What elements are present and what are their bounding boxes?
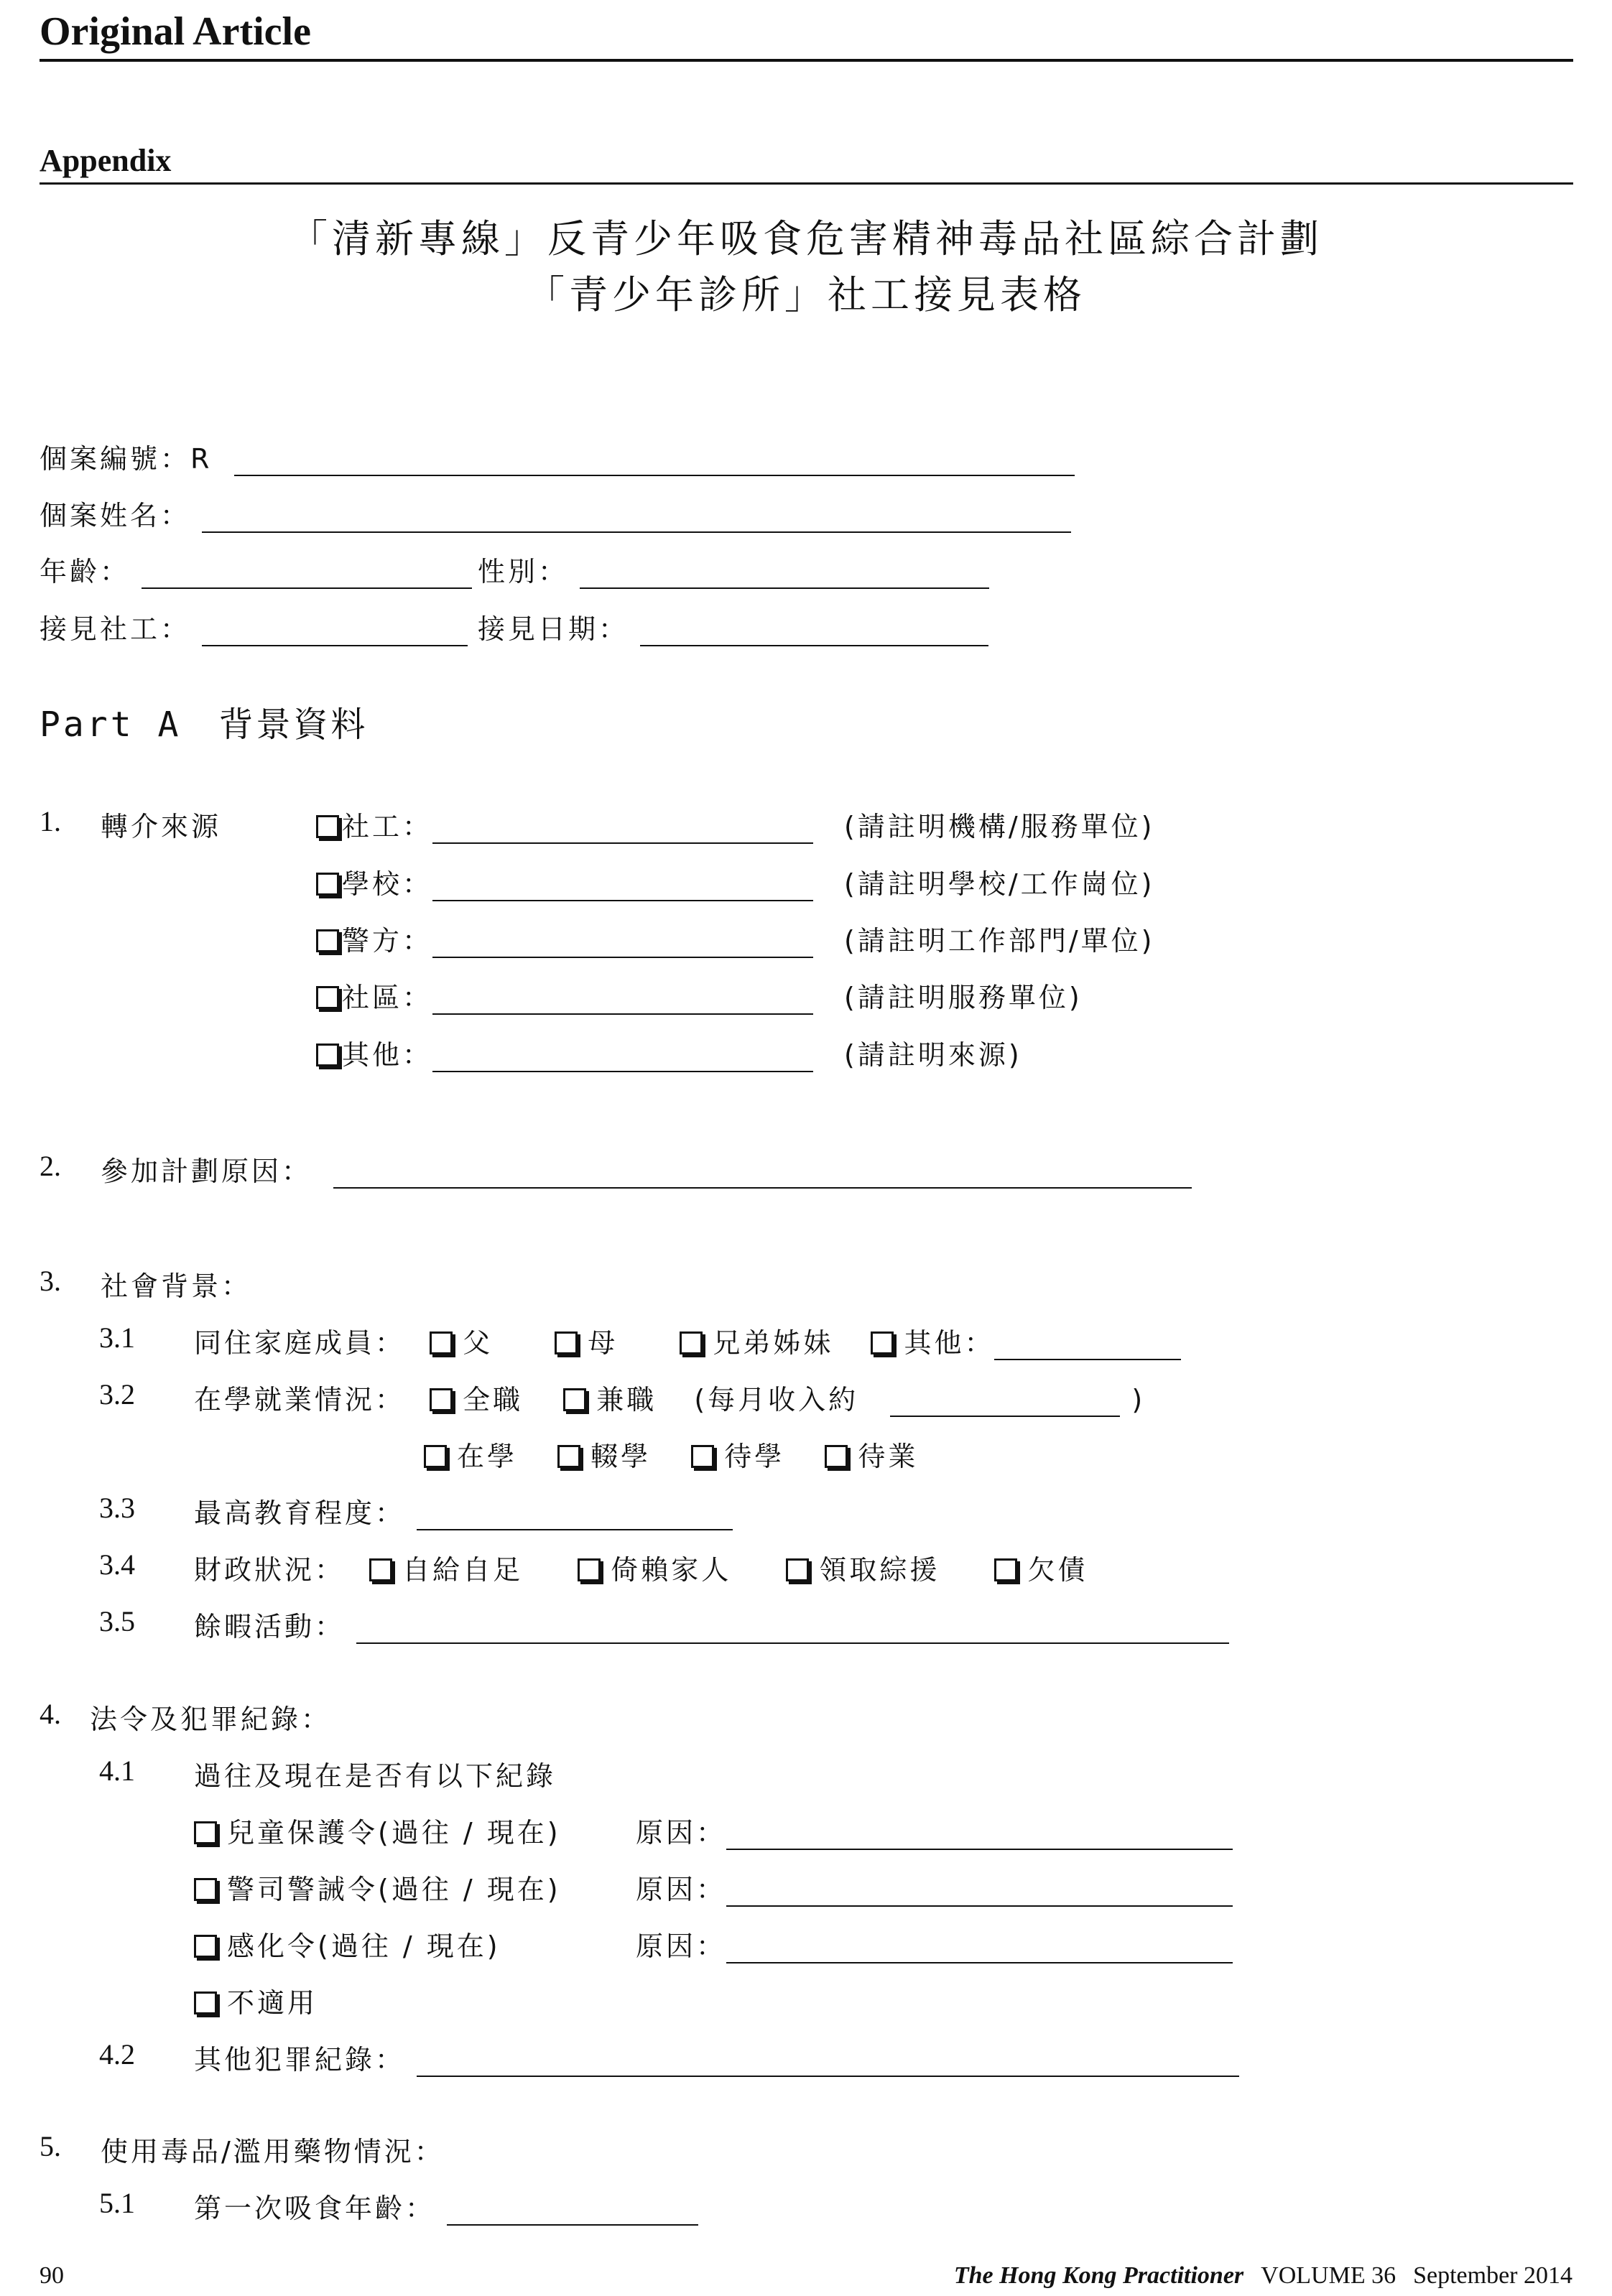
referral-option-label: 警方： <box>342 925 433 957</box>
s33-number: 3.3 <box>99 1492 135 1524</box>
referral-option-field[interactable] <box>432 989 813 1015</box>
option <box>563 1384 657 1416</box>
option-label: 領取綜援 <box>819 1554 940 1586</box>
header-rule <box>40 59 1573 62</box>
checkbox-icon[interactable] <box>691 1445 714 1468</box>
checkbox-icon[interactable] <box>557 1445 580 1468</box>
form-title-line2: 「青少年診所」社工接見表格 <box>526 272 1086 317</box>
checkbox-icon[interactable] <box>316 873 339 896</box>
q4-label: 法令及犯罪紀錄： <box>90 1704 332 1735</box>
option <box>430 1384 523 1416</box>
s41-number: 4.1 <box>99 1754 135 1787</box>
option <box>578 1554 731 1586</box>
referral-option-note: (請註明來源) <box>844 1039 1022 1071</box>
option <box>691 1441 784 1472</box>
case-name-label: 個案姓名： <box>40 500 191 531</box>
option <box>369 1554 523 1586</box>
q2-number: 2. <box>40 1150 61 1182</box>
s32-row <box>194 1377 1145 1417</box>
order-item-label: 兒童保護令(過往 / 現在) <box>227 1817 561 1849</box>
s34-number: 3.4 <box>99 1548 135 1581</box>
s51-label: 第一次吸食年齡： <box>194 2193 436 2224</box>
checkbox-icon[interactable] <box>680 1331 703 1354</box>
order-reason-label: 原因： <box>636 1930 727 1962</box>
s35-row <box>194 1604 1229 1644</box>
age-row <box>40 549 472 589</box>
checkbox-icon[interactable] <box>430 1331 453 1354</box>
option <box>557 1441 651 1472</box>
order-reason-row <box>636 1867 1233 1907</box>
q4-number: 4. <box>40 1698 61 1730</box>
s31-number: 3.1 <box>99 1321 135 1354</box>
s32-label: 在學就業情況： <box>194 1384 406 1416</box>
referral-option-field[interactable] <box>432 932 813 958</box>
option-label: 兼職 <box>596 1384 657 1416</box>
option <box>871 1327 1181 1359</box>
interview-date-row <box>478 607 988 646</box>
order-reason-field[interactable] <box>726 1938 1233 1963</box>
checkbox-icon[interactable] <box>871 1331 894 1354</box>
checkbox-icon[interactable] <box>194 1991 217 2014</box>
order-reason-field[interactable] <box>726 1881 1233 1907</box>
age-label: 年齡： <box>40 556 131 587</box>
order-reason-label: 原因： <box>636 1874 727 1905</box>
s31-label: 同住家庭成員： <box>194 1327 406 1359</box>
journal-date: September 2014 <box>1413 2262 1572 2289</box>
referral-option <box>316 804 813 844</box>
part-a-heading: Part A 背景資料 <box>40 705 369 745</box>
journal-footer <box>954 2262 1572 2290</box>
referral-option-note: (請註明學校/工作崗位) <box>844 868 1155 900</box>
s33-label: 最高教育程度： <box>194 1497 406 1529</box>
s35-label: 餘暇活動： <box>194 1611 346 1642</box>
referral-option <box>316 919 813 958</box>
referral-option-label: 社區： <box>342 982 433 1013</box>
checkbox-icon[interactable] <box>578 1558 601 1581</box>
gender-label: 性別： <box>478 556 569 587</box>
journal-name: The Hong Kong Practitioner <box>953 2262 1244 2289</box>
checkbox-icon[interactable] <box>194 1878 217 1901</box>
referral-option-label: 其他： <box>342 1039 433 1071</box>
interview-date-label: 接見日期： <box>478 613 629 645</box>
checkbox-icon[interactable] <box>563 1388 586 1411</box>
option-label: 在學 <box>457 1441 518 1472</box>
q2-row <box>101 1149 1192 1189</box>
income-close: ) <box>1131 1384 1146 1416</box>
s35-field[interactable] <box>356 1618 1229 1644</box>
not-applicable-option <box>194 1981 318 2020</box>
option-label: 待學 <box>724 1441 785 1472</box>
order-reason-row <box>636 1811 1233 1850</box>
s51-row <box>194 2186 698 2226</box>
option-label: 父 <box>463 1327 494 1359</box>
option-label: 兄弟姊妹 <box>713 1327 834 1359</box>
s42-row <box>194 2037 1239 2077</box>
referral-option-label: 學校： <box>342 868 433 900</box>
option-label: 欠債 <box>1027 1554 1088 1586</box>
s33-row <box>194 1491 733 1530</box>
income-field[interactable] <box>890 1391 1120 1417</box>
option <box>424 1441 517 1472</box>
referral-option-field[interactable] <box>432 818 813 844</box>
section-header: Original Article <box>40 9 311 54</box>
s42-label: 其他犯罪紀錄： <box>194 2044 406 2076</box>
s31-row <box>194 1321 1181 1360</box>
case-name-row <box>40 493 1071 533</box>
s32-row2 <box>424 1434 918 1474</box>
age-field[interactable] <box>142 563 472 589</box>
social-worker-label: 接見社工： <box>40 613 191 645</box>
option-label: 輟學 <box>590 1441 652 1472</box>
referral-option-note: (請註明工作部門/單位) <box>844 925 1155 957</box>
appendix-rule <box>40 182 1573 185</box>
checkbox-icon[interactable] <box>430 1388 453 1411</box>
q2-field[interactable] <box>333 1163 1192 1189</box>
referral-option <box>316 975 813 1015</box>
s35-number: 3.5 <box>99 1605 135 1637</box>
option <box>555 1327 618 1359</box>
checkbox-icon[interactable] <box>316 929 339 952</box>
appendix-label: Appendix <box>40 143 172 178</box>
option-label: 待業 <box>858 1441 919 1472</box>
case-no-field[interactable] <box>234 450 1075 476</box>
referral-option <box>316 1033 813 1072</box>
income-label: (每月收入約 <box>694 1384 859 1416</box>
social-worker-row <box>40 607 468 646</box>
s42-number: 4.2 <box>99 2038 135 2070</box>
s34-label: 財政狀況： <box>194 1554 346 1586</box>
q5-label: 使用毒品/濫用藥物情況： <box>101 2136 445 2167</box>
order-reason-label: 原因： <box>636 1817 727 1849</box>
referral-option-note: (請註明機構/服務單位) <box>844 811 1155 842</box>
option <box>680 1327 833 1359</box>
option <box>825 1441 918 1472</box>
option-label: 自給自足 <box>402 1554 524 1586</box>
option-label: 倚賴家人 <box>611 1554 732 1586</box>
case-no-label: 個案編號：R <box>40 443 213 475</box>
order-reason-field[interactable] <box>726 1824 1233 1850</box>
option <box>994 1554 1088 1586</box>
order-item <box>194 1811 561 1850</box>
case-name-field[interactable] <box>202 507 1071 533</box>
checkbox-icon[interactable] <box>555 1331 578 1354</box>
checkbox-icon[interactable] <box>194 1821 217 1844</box>
order-item <box>194 1867 561 1907</box>
referral-option <box>316 862 813 901</box>
not-applicable-label: 不適用 <box>227 1987 318 2019</box>
page-number: 90 <box>40 2262 64 2289</box>
s33-field[interactable] <box>417 1505 733 1530</box>
s51-field[interactable] <box>447 2200 698 2226</box>
q3-number: 3. <box>40 1265 61 1297</box>
s34-row <box>194 1548 1088 1587</box>
option-label: 其他： <box>904 1327 995 1359</box>
case-no-row <box>40 437 1075 476</box>
s51-number: 5.1 <box>99 2187 135 2219</box>
referral-option-field[interactable] <box>432 875 813 901</box>
referral-option-label: 社工： <box>342 811 433 842</box>
journal-volume: VOLUME 36 <box>1261 2262 1396 2289</box>
checkbox-icon[interactable] <box>424 1445 447 1468</box>
checkbox-icon[interactable] <box>316 1044 339 1066</box>
checkbox-icon[interactable] <box>316 986 339 1009</box>
q2-label: 參加計劃原因： <box>101 1156 312 1187</box>
option <box>430 1327 493 1359</box>
gender-field[interactable] <box>580 563 989 589</box>
checkbox-icon[interactable] <box>994 1558 1017 1581</box>
order-item <box>194 1924 501 1963</box>
checkbox-icon[interactable] <box>786 1558 809 1581</box>
option <box>786 1554 940 1586</box>
interview-date-field[interactable] <box>640 621 988 646</box>
checkbox-icon[interactable] <box>316 815 339 838</box>
option-label: 母 <box>588 1327 619 1359</box>
order-item-label: 警司警誡令(過往 / 現在) <box>227 1874 561 1905</box>
option-label: 全職 <box>463 1384 524 1416</box>
q5-number: 5. <box>40 2130 61 2162</box>
s41-label: 過往及現在是否有以下紀錄 <box>194 1760 557 1792</box>
referral-option-note: (請註明服務單位) <box>844 982 1083 1013</box>
q3-label: 社會背景： <box>101 1270 252 1302</box>
s32-number: 3.2 <box>99 1378 135 1410</box>
s42-field[interactable] <box>417 2051 1239 2077</box>
checkbox-icon[interactable] <box>369 1558 392 1581</box>
s31-other-field[interactable] <box>994 1334 1181 1360</box>
q1-label: 轉介來源 <box>101 811 222 842</box>
form-title-line1: 「清新專線」反青少年吸食危害精神毒品社區綜合計劃 <box>289 216 1323 261</box>
order-reason-row <box>636 1924 1233 1963</box>
referral-option-field[interactable] <box>432 1046 813 1072</box>
gender-row <box>478 549 989 589</box>
checkbox-icon[interactable] <box>194 1935 217 1958</box>
social-worker-field[interactable] <box>202 621 468 646</box>
q1-number: 1. <box>40 805 61 837</box>
checkbox-icon[interactable] <box>825 1445 848 1468</box>
order-item-label: 感化令(過往 / 現在) <box>227 1930 501 1962</box>
